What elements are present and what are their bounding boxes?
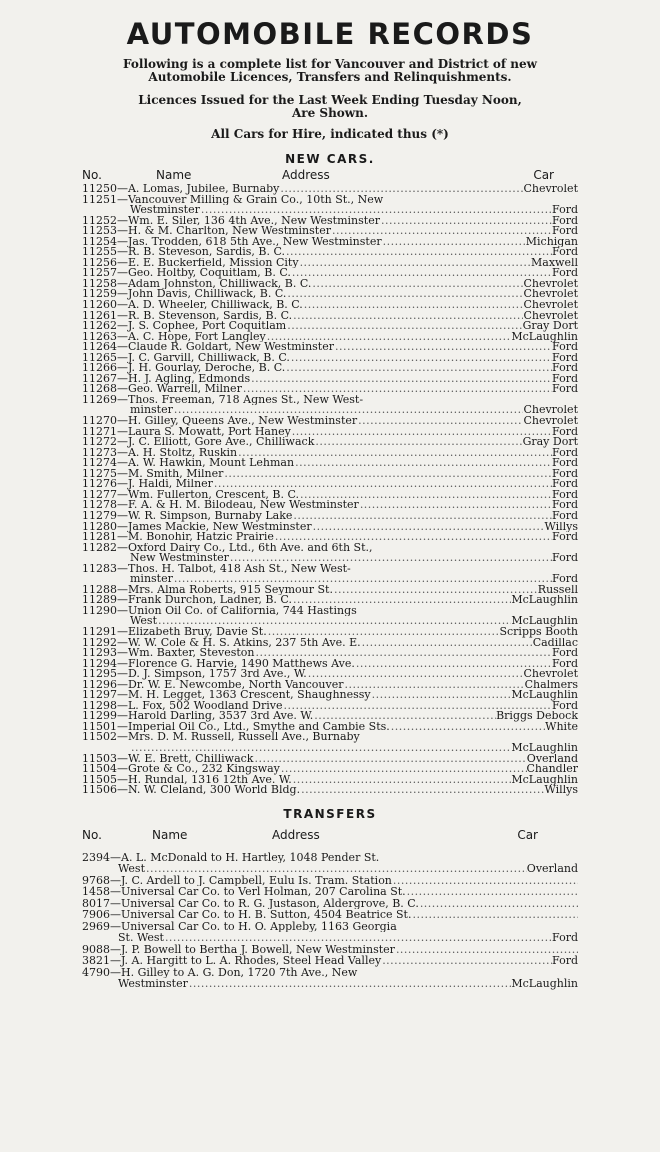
leader-dots bbox=[357, 416, 523, 427]
leader-dots bbox=[294, 458, 552, 469]
entry-text: 11259—John Davis, Chilliwack, B. C. bbox=[82, 289, 287, 301]
entry-text: 11252—Wm. E. Siler, 136 4th Ave., New Westminster bbox=[82, 215, 380, 227]
leader-dots bbox=[406, 886, 578, 898]
list-item bbox=[82, 384, 578, 395]
leader-dots bbox=[411, 909, 578, 921]
entry-text: 11277—Wm. Fullerton, Crescent, B. C. bbox=[82, 489, 299, 501]
entry-text: 11283—Thos. H. Talbot, 418 Ash St., New West- bbox=[82, 563, 351, 575]
entry-text: 11276—J. Haldi, Milner bbox=[82, 479, 213, 490]
leader-dots bbox=[280, 764, 527, 775]
col-car: Car bbox=[517, 827, 538, 842]
leader-dots bbox=[334, 342, 552, 353]
list-item bbox=[82, 764, 578, 775]
car-make: Ford bbox=[552, 574, 578, 585]
list-item bbox=[82, 353, 578, 364]
car-make: Chevrolet bbox=[523, 300, 578, 311]
leader-dots bbox=[130, 743, 511, 754]
leader-dots bbox=[164, 932, 552, 944]
entry-text: 11298—L. Fox, 502 Woodland Drive bbox=[82, 700, 283, 712]
leader-dots bbox=[200, 205, 552, 216]
leader-dots bbox=[390, 722, 545, 733]
entry-continuation: Westminster bbox=[118, 978, 188, 990]
intro-line: Licences Issued for the Last Week Ending Tuesday Noon, bbox=[138, 93, 522, 107]
entry-text: 11270—H. Gilley, Queens Ave., New Westminster bbox=[82, 416, 358, 427]
list-item bbox=[82, 585, 578, 596]
entry-text: 11275—M. Smith, Milner bbox=[82, 468, 224, 480]
leader-dots bbox=[361, 638, 533, 649]
list-item bbox=[82, 775, 578, 786]
col-name: Name bbox=[152, 827, 188, 842]
car-make: Willys bbox=[544, 785, 578, 796]
entry-text: 11253—H. & M. Charlton, New Westminster bbox=[82, 226, 331, 237]
entry-text: 11294—Florence G. Harvie, 1490 Matthews Ave. bbox=[82, 658, 355, 670]
leader-dots bbox=[292, 775, 512, 786]
list-item bbox=[82, 511, 578, 522]
car-make: Maxwell bbox=[531, 257, 578, 269]
leader-dots bbox=[237, 448, 552, 459]
list-item bbox=[82, 184, 578, 195]
leader-dots bbox=[145, 863, 527, 875]
entry-text: 11501—Imperial Oil Co., Ltd., Smythe and Cambie Sts. bbox=[82, 721, 390, 733]
leader-dots bbox=[255, 648, 553, 659]
car-make: Ford bbox=[552, 700, 578, 712]
col-address: Address bbox=[282, 168, 330, 182]
entry-text: 11280—James Mackie, New Westminster bbox=[82, 521, 312, 533]
col-car: Car bbox=[533, 168, 554, 182]
list-item bbox=[82, 564, 578, 585]
col-address: Address bbox=[272, 827, 320, 842]
transfers-list bbox=[82, 852, 578, 990]
list-item bbox=[82, 967, 578, 990]
leader-dots bbox=[285, 363, 552, 374]
list-item bbox=[82, 909, 578, 921]
entry-text: 11299—Harold Darling, 3537 3rd Ave. W. bbox=[82, 711, 314, 722]
list-item bbox=[82, 944, 578, 956]
leader-dots bbox=[380, 216, 552, 227]
list-item bbox=[82, 754, 578, 765]
list-item bbox=[82, 659, 578, 670]
entry-text: 11297—M. H. Legget, 1363 Crescent, Shaughnessy bbox=[82, 690, 371, 701]
leader-dots bbox=[359, 500, 552, 511]
list-item bbox=[82, 247, 578, 258]
car-make: Briggs Debock bbox=[496, 711, 578, 722]
list-item bbox=[82, 374, 578, 385]
entry-text: 9088—J. P. Bowell to Bertha J. Bowell, New Westminster bbox=[82, 943, 395, 956]
col-name: Name bbox=[156, 168, 192, 182]
entry-text: 1458—Universal Car Co. to Verl Holman, 207 Carolina St. bbox=[82, 886, 406, 898]
car-make: Ford bbox=[552, 342, 578, 353]
leader-dots bbox=[314, 437, 522, 448]
list-item bbox=[82, 532, 578, 543]
entry-continuation: New Westminster bbox=[130, 553, 229, 564]
list-item bbox=[82, 886, 578, 898]
entry-text: 11257—Geo. Holtby, Coquitlam, B. C. bbox=[82, 268, 291, 279]
new-cars-heading: NEW CARS. bbox=[285, 152, 375, 166]
entry-text: 11263—A. C. Hope, Fort Langley bbox=[82, 331, 266, 343]
car-make: Ford bbox=[552, 215, 578, 227]
hire-note: All Cars for Hire, indicated thus (*) bbox=[211, 127, 449, 141]
leader-dots bbox=[250, 374, 552, 385]
entry-text: 11262—J. S. Cophee, Port Coquitlam bbox=[82, 321, 287, 332]
leader-dots bbox=[311, 279, 523, 290]
list-item bbox=[82, 258, 578, 269]
leader-dots bbox=[286, 289, 523, 300]
entry-text: 11256—E. E. Buckerfield, Mission City bbox=[82, 257, 299, 269]
entry-text: 11271—Laura S. Mowatt, Port Haney bbox=[82, 426, 291, 438]
entry-text: 11503—W. E. Brett, Chilliwack bbox=[82, 753, 254, 765]
car-make: Russell bbox=[537, 584, 578, 596]
list-item bbox=[82, 311, 578, 322]
car-make: Ford bbox=[552, 447, 578, 459]
leader-dots bbox=[279, 184, 523, 195]
entry-text: 11265—J. C. Garvill, Chilliwack, B. C. bbox=[82, 352, 290, 364]
leader-dots bbox=[331, 226, 552, 237]
entry-text: 11506—N. W. Cleland, 300 World Bldg. bbox=[82, 785, 301, 796]
car-make: Scripps Booth bbox=[499, 626, 578, 638]
list-item bbox=[82, 479, 578, 490]
list-item bbox=[82, 268, 578, 279]
leader-dots bbox=[292, 511, 552, 522]
entry-text: 11255—R. B. Steveson, Sardis, B. C. bbox=[82, 247, 286, 258]
leader-dots bbox=[229, 553, 552, 564]
car-make: Ford bbox=[552, 510, 578, 522]
leader-dots bbox=[266, 332, 512, 343]
entry-text: 4790—H. Gilley to A. G. Don, 1720 7th Ave., New bbox=[82, 966, 358, 979]
car-make: McLaughlin bbox=[511, 978, 578, 990]
list-item bbox=[82, 490, 578, 501]
entry-continuation: West bbox=[118, 863, 145, 875]
leader-dots bbox=[253, 754, 526, 765]
leader-dots bbox=[312, 522, 545, 533]
new-cars-column-header bbox=[82, 167, 578, 184]
car-make: Ford bbox=[552, 373, 578, 385]
car-make: Ford bbox=[552, 426, 578, 438]
leader-dots bbox=[419, 898, 578, 910]
car-make: Ford bbox=[552, 226, 578, 237]
list-item bbox=[82, 448, 578, 459]
car-make: Overland bbox=[526, 863, 578, 875]
car-make: Overland bbox=[526, 753, 578, 765]
entry-continuation: West bbox=[130, 616, 157, 627]
entry-text: 11291—Elizabeth Bruy, Davie St. bbox=[82, 626, 267, 638]
list-item bbox=[82, 522, 578, 533]
col-no: No. bbox=[82, 827, 102, 842]
leader-dots bbox=[382, 237, 526, 248]
leader-dots bbox=[242, 384, 552, 395]
list-item bbox=[82, 606, 578, 627]
entry-continuation: St. West bbox=[118, 932, 164, 944]
leader-dots bbox=[173, 574, 552, 585]
car-make: Chevrolet bbox=[523, 405, 578, 417]
car-make: McLaughlin bbox=[511, 742, 578, 754]
entry-text: 11258—Adam Johnston, Chilliwack, B. C. bbox=[82, 278, 312, 290]
list-item bbox=[82, 543, 578, 564]
leader-dots bbox=[395, 944, 578, 956]
entry-text: 2394—A. L. McDonald to H. Hartley, 1048 Pender St. bbox=[82, 851, 380, 864]
entry-text: 11505—H. Rundal, 1316 12th Ave. W. bbox=[82, 774, 292, 786]
leader-dots bbox=[173, 405, 524, 416]
car-make: Ford bbox=[552, 458, 578, 469]
list-item bbox=[82, 279, 578, 290]
entry-text: 11296—Dr. W. E. Newcombe, North Vancouver bbox=[82, 679, 344, 691]
entry-text: 11261—R. B. Stevenson, Sardis, B. C. bbox=[82, 310, 293, 322]
entry-text: 11266—J. H. Gourlay, Deroche, B. C. bbox=[82, 363, 286, 374]
leader-dots bbox=[381, 955, 552, 967]
list-item bbox=[82, 955, 578, 967]
car-make: Ford bbox=[552, 955, 578, 967]
list-item bbox=[82, 332, 578, 343]
leader-dots bbox=[300, 785, 544, 796]
entry-text: 11254—Jas. Trodden, 618 5th Ave., New Westminster bbox=[82, 236, 382, 248]
entry-text: 11274—A. W. Hawkin, Mount Lehman bbox=[82, 458, 295, 469]
entry-text: 11264—Claude R. Goldart, New Westminster bbox=[82, 342, 334, 353]
list-item bbox=[82, 898, 578, 910]
transfers-column-header bbox=[82, 824, 578, 846]
car-make: Ford bbox=[552, 247, 578, 258]
entry-text: 11290—Union Oil Co. of California, 744 Hastings bbox=[82, 605, 357, 617]
entry-text: 11269—Thos. Freeman, 718 Agnes St., New West- bbox=[82, 394, 364, 406]
list-item bbox=[82, 300, 578, 311]
list-item bbox=[82, 469, 578, 480]
list-item bbox=[82, 195, 578, 216]
list-item bbox=[82, 237, 578, 248]
list-item bbox=[82, 732, 578, 753]
list-item bbox=[82, 711, 578, 722]
entry-text: 3821—J. A. Hargitt to L. A. Rhodes, Steel Head Valley bbox=[82, 955, 382, 967]
entry-continuation: Westminster bbox=[130, 205, 200, 216]
list-item bbox=[82, 437, 578, 448]
list-item bbox=[82, 627, 578, 638]
entry-continuation: minster bbox=[130, 574, 173, 585]
car-make: Ford bbox=[552, 468, 578, 480]
list-item bbox=[82, 722, 578, 733]
list-item bbox=[82, 669, 578, 680]
list-item bbox=[82, 289, 578, 300]
leader-dots bbox=[392, 875, 578, 887]
leader-dots bbox=[274, 532, 552, 543]
entry-text: 11251—Vancouver Milling & Grain Co., 10th St., New bbox=[82, 194, 384, 206]
entry-text: 11260—A. D. Wheeler, Chilliwack, B. C. bbox=[82, 300, 303, 311]
car-make: McLaughlin bbox=[511, 774, 578, 786]
car-make: McLaughlin bbox=[511, 595, 578, 606]
list-item bbox=[82, 458, 578, 469]
leader-dots bbox=[291, 427, 552, 438]
entry-text: 11267—H. J. Agling, Edmonds bbox=[82, 373, 251, 385]
entry-text: 11268—Geo. Warrell, Milner bbox=[82, 384, 242, 395]
entry-text: 11272—J. C. Elliott, Gore Ave., Chilliwack bbox=[82, 437, 315, 448]
col-no: No. bbox=[82, 168, 102, 182]
list-item bbox=[82, 921, 578, 944]
car-make: Willys bbox=[544, 521, 578, 533]
list-item bbox=[82, 416, 578, 427]
car-make: McLaughlin bbox=[511, 331, 578, 343]
leader-dots bbox=[267, 627, 500, 638]
list-item bbox=[82, 595, 578, 606]
car-make: Ford bbox=[552, 384, 578, 395]
list-item bbox=[82, 648, 578, 659]
intro-text bbox=[82, 58, 578, 141]
list-item bbox=[82, 852, 578, 875]
car-make: Chevrolet bbox=[523, 310, 578, 322]
list-item bbox=[82, 427, 578, 438]
entry-text: 11292—W. W. Cole & H. S. Atkins, 237 5th Ave. E. bbox=[82, 637, 361, 649]
car-make: Chevrolet bbox=[523, 278, 578, 290]
car-make: Ford bbox=[552, 363, 578, 374]
list-item bbox=[82, 363, 578, 374]
car-make: McLaughlin bbox=[511, 690, 578, 701]
car-make: Chevrolet bbox=[523, 416, 578, 427]
leader-dots bbox=[213, 479, 552, 490]
entry-text: 11273—A. H. Stoltz, Ruskin bbox=[82, 447, 238, 459]
leader-dots bbox=[283, 701, 553, 712]
car-make: White bbox=[545, 721, 578, 733]
leader-dots bbox=[299, 490, 552, 501]
leader-dots bbox=[223, 469, 552, 480]
car-make: Ford bbox=[552, 553, 578, 564]
entry-text: 2969—Universal Car Co. to H. O. Appleby, 1163 Georgia bbox=[82, 920, 397, 933]
car-make: Chevrolet bbox=[523, 184, 578, 195]
entry-text: 7906—Universal Car Co. to H. B. Sutton, 4504 Beatrice St. bbox=[82, 909, 412, 921]
entry-text: 11502—Mrs. D. M. Russell, Russell Ave., Burnaby bbox=[82, 732, 360, 743]
entry-text: 8017—Universal Car Co. to R. G. Justason, Aldergrove, B. C. bbox=[82, 897, 419, 910]
car-make: Gray Dort bbox=[522, 321, 578, 332]
page-title: AUTOMOBILE RECORDS bbox=[126, 17, 534, 51]
leader-dots bbox=[307, 669, 524, 680]
entry-text: 11295—D. J. Simpson, 1757 3rd Ave., W. bbox=[82, 669, 307, 680]
list-item bbox=[82, 701, 578, 712]
leader-dots bbox=[290, 353, 552, 364]
leader-dots bbox=[286, 321, 522, 332]
list-item bbox=[82, 321, 578, 332]
leader-dots bbox=[333, 585, 538, 596]
leader-dots bbox=[299, 258, 531, 269]
leader-dots bbox=[157, 616, 511, 627]
leader-dots bbox=[292, 311, 523, 322]
leader-dots bbox=[292, 595, 511, 606]
car-make: Ford bbox=[552, 268, 578, 279]
entry-text: 11281—M. Bonohir, Hatzic Prairie bbox=[82, 532, 274, 543]
entry-text: 11250—A. Lomas, Jubilee, Burnaby bbox=[82, 184, 280, 195]
list-item bbox=[82, 500, 578, 511]
car-make: Ford bbox=[552, 932, 578, 944]
entry-text: 11279—W. R. Simpson, Burnaby Lake bbox=[82, 510, 293, 522]
intro-line: Automobile Licences, Transfers and Relinquishments. bbox=[148, 70, 512, 84]
leader-dots bbox=[355, 659, 552, 670]
entry-text: 11282—Oxford Dairy Co., Ltd., 6th Ave. and 6th St., bbox=[82, 542, 373, 554]
list-item bbox=[82, 342, 578, 353]
car-make: Cadillac bbox=[532, 637, 578, 649]
list-item bbox=[82, 638, 578, 649]
leader-dots bbox=[291, 268, 552, 279]
list-item bbox=[82, 680, 578, 691]
car-make: Ford bbox=[552, 658, 578, 670]
list-item bbox=[82, 690, 578, 701]
leader-dots bbox=[344, 680, 525, 691]
leader-dots bbox=[371, 690, 512, 701]
leader-dots bbox=[313, 711, 496, 722]
list-item bbox=[82, 216, 578, 227]
list-item bbox=[82, 875, 578, 887]
list-item bbox=[82, 395, 578, 416]
car-make: Chandler bbox=[526, 764, 578, 775]
car-make: Gray Dort bbox=[522, 437, 578, 448]
car-make: Chalmers bbox=[524, 679, 578, 691]
intro-line: Are Shown. bbox=[291, 106, 369, 120]
leader-dots bbox=[285, 247, 552, 258]
car-make: Ford bbox=[552, 500, 578, 511]
entry-text: 11504—Grote & Co., 232 Kingsway bbox=[82, 764, 280, 775]
car-make: Michigan bbox=[525, 236, 578, 248]
entry-text: 9768—J. C. Ardell to J. Campbell, Eulu Is. Tram. Station bbox=[82, 874, 392, 887]
car-make: Ford bbox=[552, 648, 578, 659]
list-item bbox=[82, 785, 578, 796]
car-make: Ford bbox=[552, 532, 578, 543]
car-make: McLaughlin bbox=[511, 616, 578, 627]
leader-dots bbox=[303, 300, 524, 311]
entry-text: 11289—Frank Durchon, Ladner, B. C. bbox=[82, 595, 292, 606]
entry-continuation: minster bbox=[130, 405, 173, 417]
entry-text: 11278—F. A. & H. M. Bilodeau, New Westminster bbox=[82, 500, 359, 511]
car-make: Chevrolet bbox=[523, 669, 578, 680]
entry-text: 11293—Wm. Baxter, Steveston bbox=[82, 648, 255, 659]
car-make: Ford bbox=[552, 479, 578, 490]
leader-dots bbox=[188, 978, 512, 990]
transfers-heading: TRANSFERS bbox=[283, 806, 377, 821]
car-make: Chevrolet bbox=[523, 289, 578, 301]
list-item bbox=[82, 226, 578, 237]
car-make: Ford bbox=[552, 205, 578, 216]
car-make: Ford bbox=[552, 489, 578, 501]
car-make: Ford bbox=[552, 352, 578, 364]
new-cars-list bbox=[82, 184, 578, 796]
entry-text: 11288—Mrs. Alma Roberts, 915 Seymour St. bbox=[82, 584, 333, 596]
intro-line: Following is a complete list for Vancouver and District of new bbox=[123, 57, 537, 71]
